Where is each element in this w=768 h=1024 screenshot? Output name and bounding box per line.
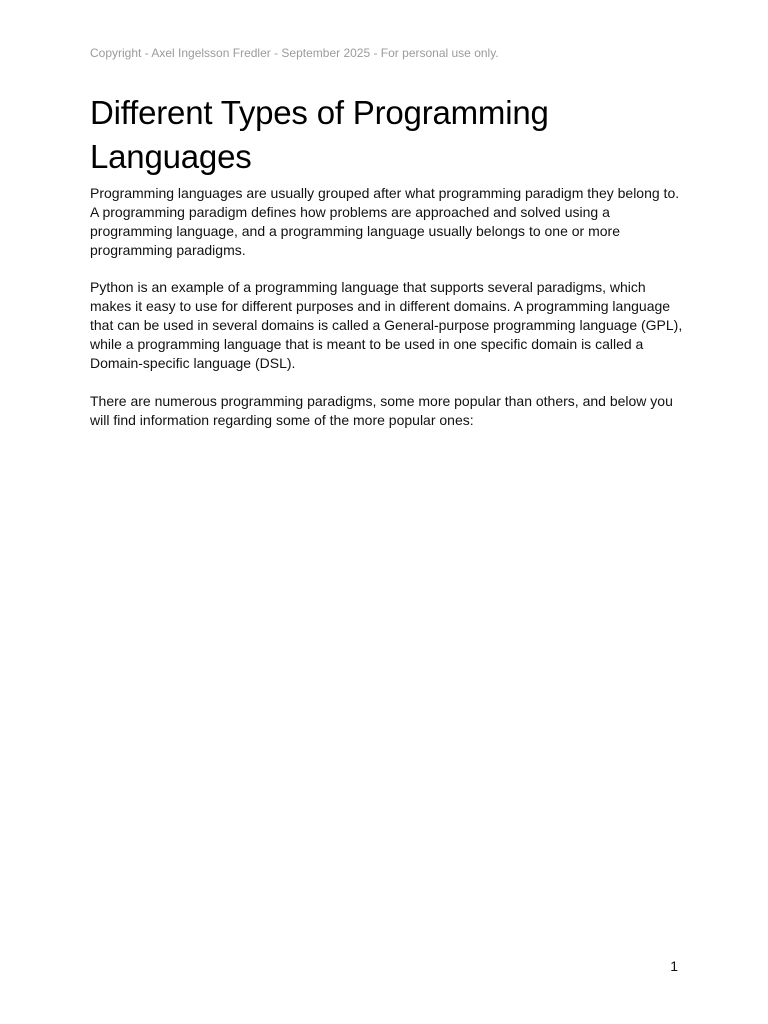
paragraph-popular-paradigms: There are numerous programming paradigms, some more popular than others, and below you will find information regarding some of the more popular ones: (90, 393, 673, 428)
page-number: 1 (670, 958, 678, 974)
paragraph-paradigms-intro: Programming languages are usually grouped after what programming paradigm they belong to. A programming paradigm defines how problems are approached and solved using a programming language, and a programming language usually belongs to one or more programming paradigms. (90, 185, 680, 258)
copyright-notice: Copyright - Axel Ingelsson Fredler - September 2025 - For personal use only. (90, 46, 499, 60)
page-title: Different Types of Programming Languages (90, 94, 549, 175)
paragraph-python-gpl-dsl: Python is an example of a programming language that supports several paradigms, which makes it easy to use for different purposes and in different domains. A programming language that can be used in several domains is called a General-purpose programming language (GPL), while a programming language that is meant to be used in one specific domain is called a Domain-specific language (DSL). (90, 279, 683, 371)
